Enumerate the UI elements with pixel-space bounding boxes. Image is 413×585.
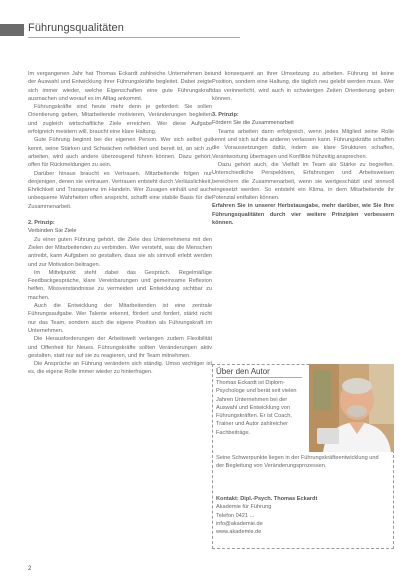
paragraph: Gute Führung beginnt bei der eigenen Person. Wer sich selbst gut kennt, seine Stärken und Schwächen reflektiert und bereit ist, an sich zu arbeiten, wird auch andere überzeugend führen können. Dazu gehört, offen für Rückmeldungen zu sein. — [28, 137, 212, 169]
section-subheading: Fördern Sie die Zusammenarbeit — [212, 120, 294, 127]
contact-label: Kontakt: Dipl.-Psych. Thomas Eckardt — [216, 496, 318, 502]
paragraph: und konsequent an ihrer Umsetzung zu arbeiten. Führung ist keine Position, sondern eine Haltung, die täglich neu gelebt werden muss. Wer das verinnerlicht, wird auch in schwierigen Zeiten Orientierung geben können. — [212, 71, 394, 102]
section-heading: 3. Prinzip: — [212, 112, 239, 119]
contact-line[interactable]: info@akademie.de — [216, 520, 263, 527]
paragraph: Im vergangenen Jahr hat Thomas Eckardt zahlreiche Unternehmen bei der Auswahl und Entwicklung ihrer Führungskräfte begleitet. Dabei zeigte sich immer wieder, welche Eigenschaften eine gute Führungskraft ausmachen und worauf es im Alltag ankommt. — [28, 71, 212, 102]
paragraph: Dazu gehört auch, die Vielfalt im Team als Stärke zu begreifen. Unterschiedliche Perspektiven, Erfahrungen und Arbeitsweisen bereichern die Zusammenarbeit, wenn sie wertgeschätzt und sinnvoll eingesetzt werden. So entsteht ein Klima, in dem Mitarbeitende ihr Potenzial entfalten können. — [212, 161, 394, 202]
paragraph: Teams arbeiten dann erfolgreich, wenn jedes Mitglied seine Rolle kennt und sich auf die anderen verlassen kann. Führungskräfte schaffen die Voraussetzungen dafür, indem sie klare Strukturen schaffen, Verantwortung übertragen und Konflikte frühzeitig ansprechen. — [212, 128, 394, 160]
author-box-rule — [216, 377, 302, 378]
contact-line[interactable]: www.akademie.de — [216, 529, 262, 536]
paragraph: Die Ansprüche an Führung verändern sich ständig. Umso wichtiger ist es, die eigene Rolle immer wieder zu hinterfragen. — [28, 361, 212, 376]
author-photo — [309, 364, 394, 452]
section-title: Führungsqualitäten — [28, 22, 124, 34]
contact-line: Akademie für Führung — [216, 504, 272, 511]
author-contact — [216, 495, 388, 536]
section-heading: 2. Prinzip: — [28, 220, 55, 227]
article-left-column — [28, 70, 212, 377]
invitation-text: Erfahren Sie in unserer Herbstausgabe, mehr darüber, wie Sie Ihre Führungsqualitäten durch vier weitere Prinzipien verbessern können. — [212, 203, 394, 227]
paragraph: Im Mittelpunkt steht dabei das Gespräch. Regelmäßige Feedbackgespräche, klare Vereinbarungen und gemeinsame Reflexion helfen, Missverständnisse zu vermeiden und Entwicklung sichtbar zu machen. — [28, 269, 212, 301]
paragraph: Die Herausforderungen der Arbeitswelt verlangen zudem Flexibilität und Offenheit für Neues. Führungskräfte sollten Veränderungen aktiv gestalten, statt nur auf sie zu reagieren, und ihr Team mitnehmen. — [28, 336, 212, 359]
page-number: 2 — [28, 566, 32, 572]
author-bio: Thomas Eckardt ist Diplom-Psychologe und berät seit vielen Jahren Unternehmen bei der Auswahl und Entwicklung von Führungskräften. Er ist Coach, Trainer und Autor zahlreicher Fachbeiträge. — [216, 380, 297, 436]
article-right-column — [212, 70, 394, 227]
author-bio-continued: Seine Schwerpunkte liegen in der Führungskräfteentwicklung und der Begleitung von Veränderungsprozessen. — [216, 455, 379, 470]
author-box-title: Über den Autor — [216, 367, 270, 376]
section-bar — [0, 24, 24, 36]
title-rule — [28, 37, 240, 38]
section-subheading: Verbinden Sie Ziele — [28, 228, 77, 235]
paragraph: Zu einer guten Führung gehört, die Ziele des Unternehmens mit den Zielen der Mitarbeitenden zu verbinden. Wer versteht, was die Menschen antreibt, kann Aufgaben so gestalten, dass sie als sinnvoll erlebt werden und zur Motivation beitragen. — [28, 236, 212, 268]
paragraph: Auch die Entwicklung der Mitarbeitenden ist eine zentrale Führungsaufgabe. Wer Talente erkennt, fördert und fordert, stärkt nicht nur das Team, sondern auch die eigene Position als Führungskraft im Unternehmen. — [28, 303, 212, 334]
contact-line: Telefon 0421 ... — [216, 512, 255, 519]
paragraph: Führungskräfte sind heute mehr denn je gefordert: Sie sollen Orientierung geben, Mitarbeitende motivieren, Veränderungen begleiten und zugleich wirtschaftliche Ziele erreichen. Wer diese Aufgabe erfolgreich meistern will, braucht eine klare Haltung. — [28, 104, 212, 136]
author-portrait-image — [309, 364, 394, 452]
paragraph: Darüber hinaus braucht es Vertrauen. Mitarbeitende folgen nur denjenigen, denen sie vertrauen. Vertrauen entsteht durch Verlässlichkeit, Ehrlichkeit und Transparenz im Handeln. Wer Zusagen einhält und auch unbequeme Wahrheiten offen anspricht, schafft eine stabile Basis für die Zusammenarbeit. — [28, 170, 212, 210]
